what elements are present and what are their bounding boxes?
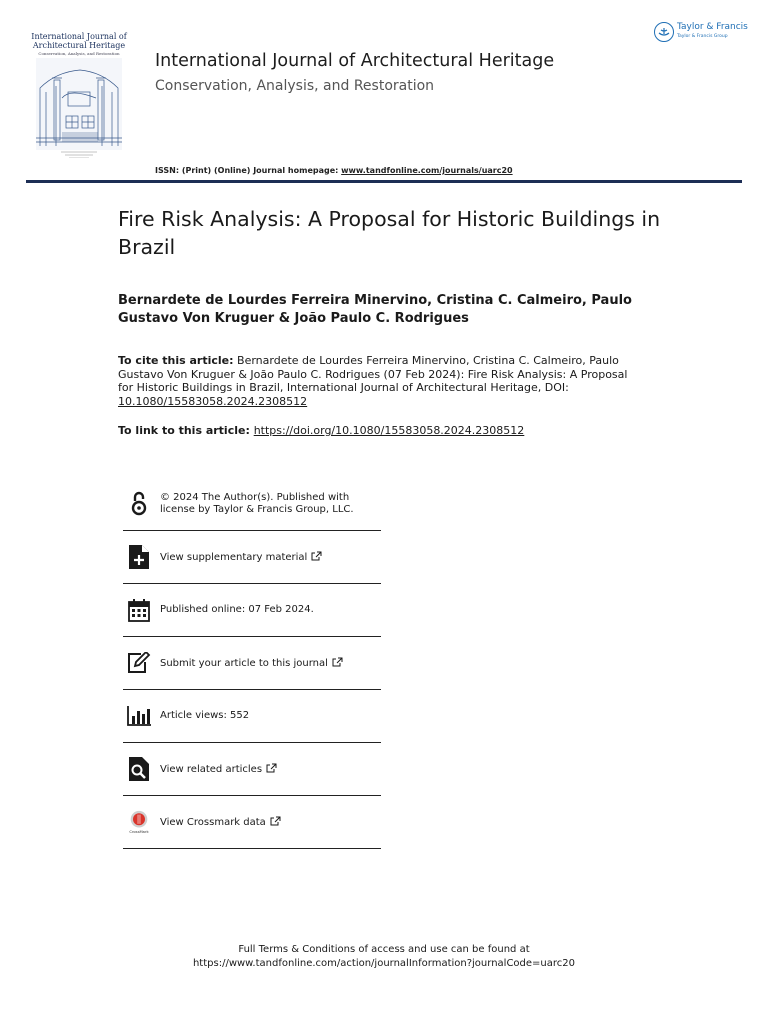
article-title: Fire Risk Analysis: A Proposal for Historic Buildings in Brazil [118,207,661,259]
publisher-group: Taylor & Francis Group [677,34,728,39]
bar-chart-icon [127,703,151,729]
journal-subtitle: Conservation, Analysis, and Restoration [155,78,435,94]
cover-title: International Journal of Architectural Heritage [31,32,127,50]
publisher-logo-icon [654,22,674,42]
cover-footer-decoration [30,150,128,158]
supplementary-file-icon [127,544,151,570]
published-row [123,584,381,637]
header-divider [26,180,742,183]
cite-doi-link[interactable]: 10.1080/15583058.2024.2308512 [118,394,308,408]
crossmark-badge-text: CrossMark [129,830,149,835]
issn-label: ISSN: (Print) (Online) Journal homepage: [155,166,342,175]
crossmark-row[interactable] [123,796,381,849]
journal-homepage-link[interactable]: www.tandfonline.com/journals/uarc20 [341,166,513,175]
citation-block [118,354,638,408]
crossmark-icon [127,809,151,835]
views-row [123,690,381,743]
related-articles-link[interactable]: View related articles [160,763,263,775]
article-link-line [118,424,524,437]
license-text: © 2024 The Author(s). Published with license by Taylor & Francis Group, LLC. [160,492,354,515]
supplementary-link[interactable]: View supplementary material [160,551,308,563]
external-link-icon [311,551,322,561]
article-authors: Bernardete de Lourdes Ferreira Minervino, Cristina C. Calmeiro, Paulo Gustavo Von Kruguer & João Paulo C. Rodrigues [118,293,632,326]
cover-subtitle: Conservation, Analysis, and Restoration [38,51,120,56]
submit-article-link[interactable]: Submit your article to this journal [160,657,328,669]
article-views: Article views: 552 [160,710,250,721]
open-access-icon [127,491,151,517]
calendar-icon [127,597,151,623]
external-link-icon [266,763,277,773]
publisher-logo[interactable] [654,22,748,42]
external-link-icon [270,816,281,826]
footer-terms-text: Full Terms & Conditions of access and use can be found at [238,944,530,955]
journal-title[interactable]: International Journal of Architectural Heritage [155,51,555,71]
journal-cover [30,28,128,158]
published-date: Published online: 07 Feb 2024. [160,604,314,615]
link-label: To link to this article: [118,424,254,437]
submit-row[interactable] [123,637,381,690]
cite-text: Bernardete de Lourdes Ferreira Minervino, Cristina C. Calmeiro, Paulo Gustavo Von Kruguer & João Paulo C. Rodrigues (07 Feb 2024): Fire Risk Analysis: A Proposal for Historic Buildings in Brazil, International Journal of Architectural Heritage, DOI: [118,354,628,394]
issn-line [155,166,513,175]
license-row [123,478,381,531]
crossmark-link[interactable]: View Crossmark data [160,816,266,828]
related-row[interactable] [123,743,381,796]
cite-label: To cite this article: [118,354,234,367]
supplementary-row[interactable] [123,531,381,584]
article-info-list [123,478,381,849]
article-doi-link[interactable]: https://doi.org/10.1080/15583058.2024.2308512 [253,424,525,437]
footer [0,943,768,971]
cover-building-illustration [36,58,122,150]
publisher-name: Taylor & Francis [677,22,748,32]
edit-icon [127,650,151,676]
external-link-icon [332,657,343,667]
related-search-icon [127,756,151,782]
footer-terms-link[interactable]: https://www.tandfonline.com/action/journalInformation?journalCode=uarc20 [192,958,576,969]
